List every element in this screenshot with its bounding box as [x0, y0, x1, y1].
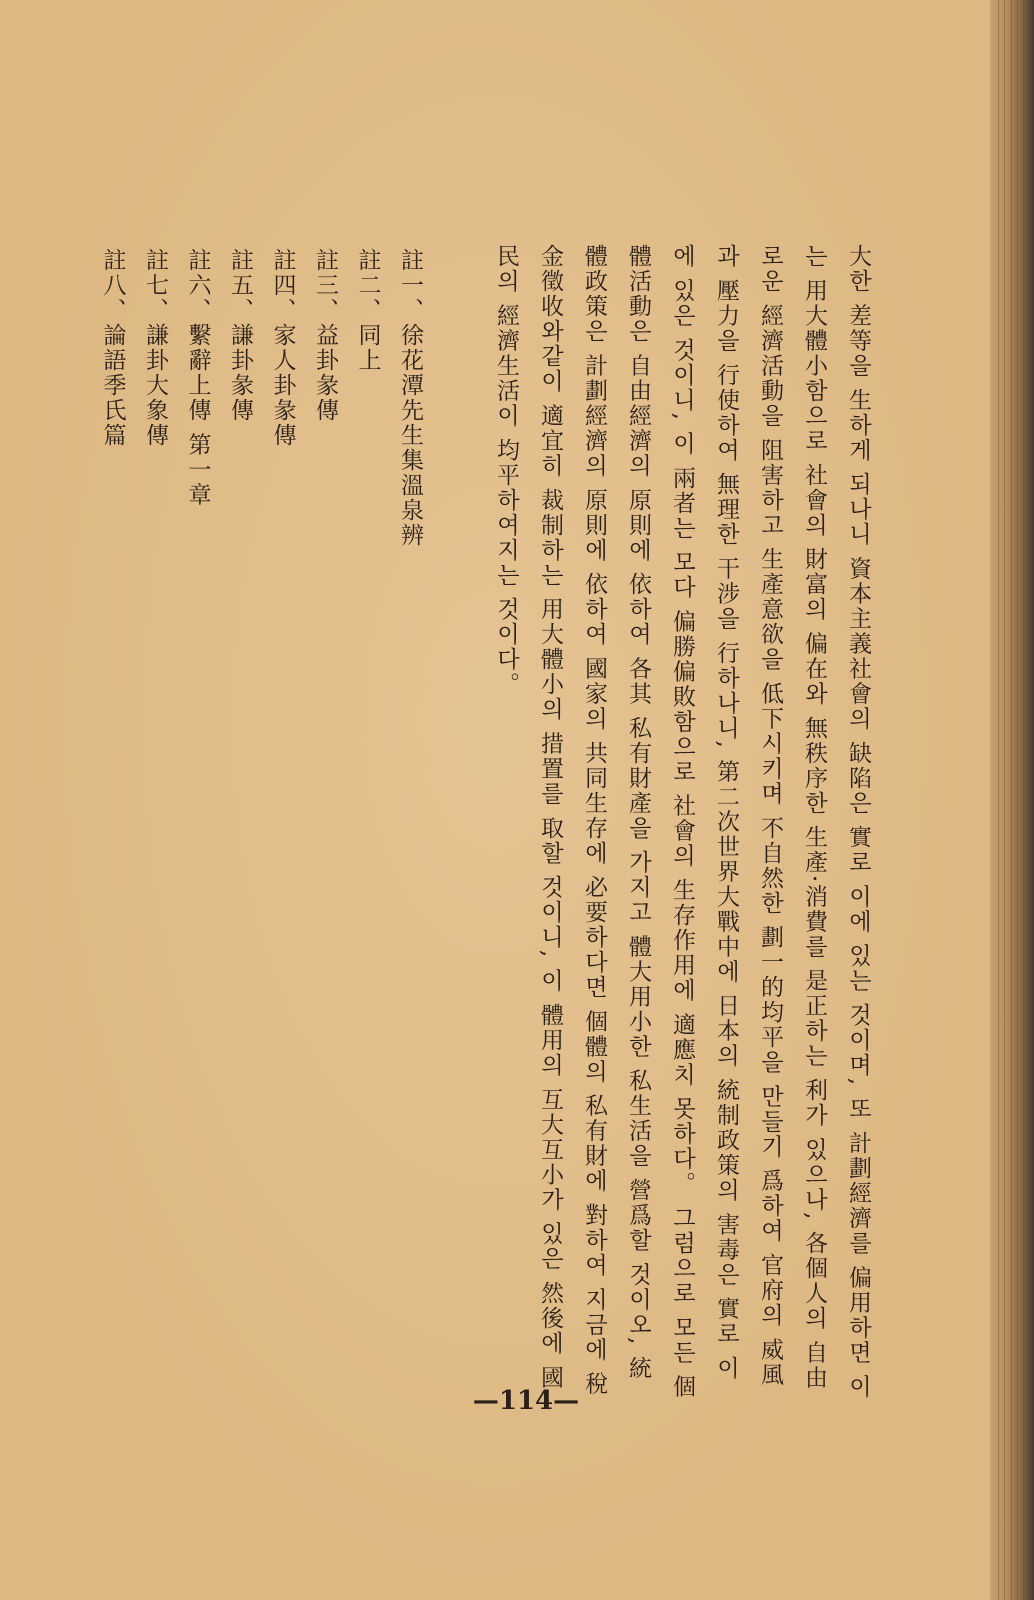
footnote-2: 註二、同上 [354, 248, 381, 373]
page-number: —114— [472, 1386, 580, 1416]
footnote-5: 註五、謙卦彖傳 [227, 248, 253, 423]
footnotes [91, 248, 431, 1248]
footnote-4: 註四、家人卦彖傳 [269, 248, 296, 448]
page-stack-edge [990, 0, 1034, 1600]
footnote-7: 註七、謙卦大象傳 [142, 248, 168, 448]
footnote-1: 註一、徐花潭先生集溫泉辨 [397, 248, 423, 548]
footnote-3: 註三、益卦彖傳 [312, 248, 338, 423]
footnote-6: 註六、繫辭上傳 第一章 [184, 248, 211, 508]
body-paragraph: 大한 差等을 生하게 되나니 資本主義社會의 缺陷은 實로 이에 있는 것이며, 또 計劃經濟를 偏用하면 이는 用大體小함으로 社會의 財富의 偏在와 無秩序한 生產·消費를 是正하는 利가 있으나, 各個人의 自由로운 經濟活動을 阻害하고 生產意欲을 低下시키며 不自然한 劃一的均平을 만들기 爲하여 官府의 威風과 壓力을 行使하여 無理한 干涉을 行하나니, 第二次世界大戰中에 日本의 統制政策의 害毒은 實로 이에 있은 것이니, 이 兩者는 모다 偏勝偏敗함으로 社會의 生存作用에 適應치 못하다。 그럼으로 모든 個體活動은 自由經濟의 原則에 依하여 各其 私有財產을 가지고 體大用小한 私生活을 營爲할 것이오, 統體政策은 計劃經濟의 原則에 依하여 國家의 共同生存에 必要하다면 個體의 私有財에 對하여 지금에 稅金徵收와같이 適宜히 裁制하는 用大體小의 措置를 取할 것이니, 이 體用의 互大互小가 있은 然後에 國民의 經濟生活이 均平하여지는 것이다。 [493, 244, 871, 1400]
footnote-8: 註八、論語季氏篇 [99, 248, 126, 448]
